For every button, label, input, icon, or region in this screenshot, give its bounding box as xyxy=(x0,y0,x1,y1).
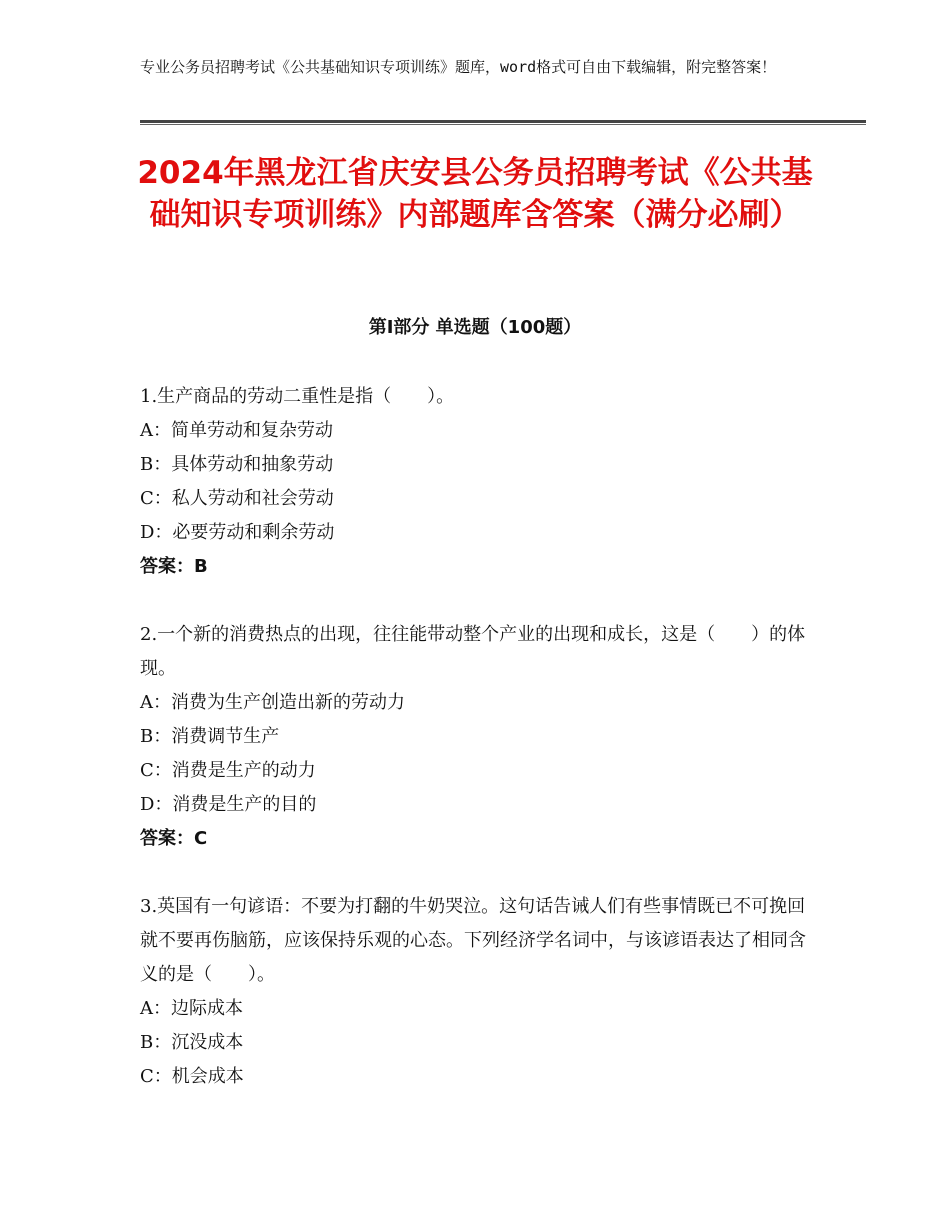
option-b: B：具体劳动和抽象劳动 xyxy=(140,454,334,475)
option-a: A：消费为生产创造出新的劳动力 xyxy=(140,692,405,713)
section-heading: 第Ⅰ部分 单选题（100题） xyxy=(368,317,582,338)
option-d: D：消费是生产的目的 xyxy=(140,794,317,815)
option-a: A：简单劳动和复杂劳动 xyxy=(140,420,333,441)
header-divider xyxy=(140,120,866,125)
question-1 xyxy=(140,380,810,584)
option-c: C：消费是生产的动力 xyxy=(140,760,316,781)
question-stem: 1.生产商品的劳动二重性是指（ ）。 xyxy=(140,386,455,407)
option-b: B：消费调节生产 xyxy=(140,726,280,747)
option-a: A：边际成本 xyxy=(140,998,243,1019)
answer: 答案：C xyxy=(140,828,208,849)
answer: 答案：B xyxy=(140,556,208,577)
question-stem: 2.一个新的消费热点的出现，往往能带动整个产业的出现和成长，这是（ ）的体现。 xyxy=(140,624,806,679)
question-stem: 3.英国有一句谚语：不要为打翻的牛奶哭泣。这句话告诫人们有些事情既已不可挽回就不要再伤脑筋，应该保持乐观的心态。下列经济学名词中，与该谚语表达了相同含义的是（ ）。 xyxy=(140,896,806,985)
option-d: D：必要劳动和剩余劳动 xyxy=(140,522,335,543)
option-b: B：沉没成本 xyxy=(140,1032,244,1053)
document-title: 2024年黑龙江省庆安县公务员招聘考试《公共基础知识专项训练》内部题库含答案（满分必刷） xyxy=(137,155,813,233)
question-3 xyxy=(140,890,810,1094)
question-2 xyxy=(140,618,810,856)
header-note: 专业公务员招聘考试《公共基础知识专项训练》题库，word格式可自由下载编辑，附完整答案！ xyxy=(140,58,777,76)
question-list xyxy=(140,380,810,1128)
option-c: C：机会成本 xyxy=(140,1066,244,1087)
option-c: C：私人劳动和社会劳动 xyxy=(140,488,334,509)
